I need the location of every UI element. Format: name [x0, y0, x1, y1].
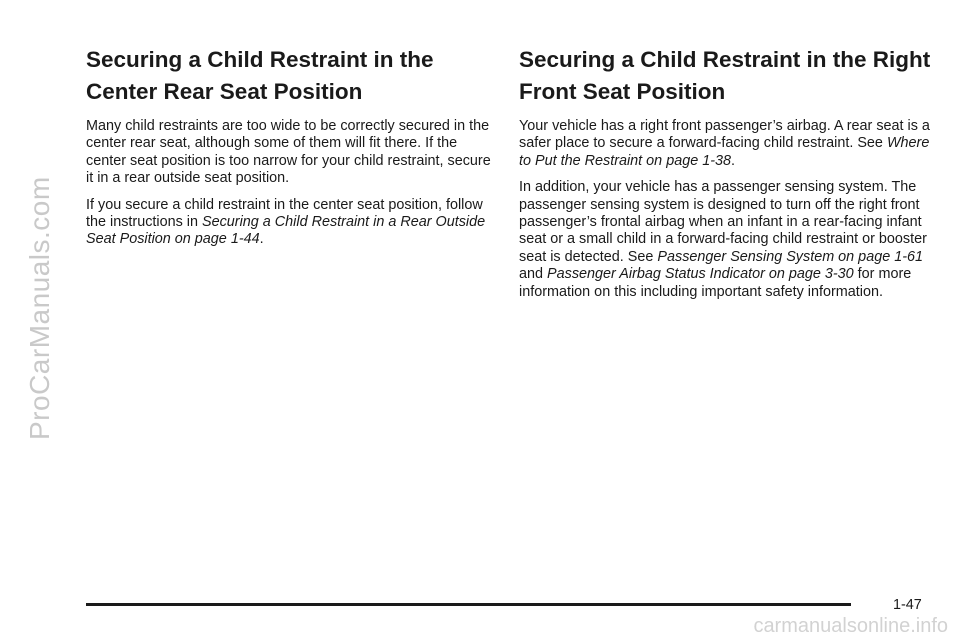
left-paragraph-2 — [86, 197, 496, 249]
right-paragraph-1 — [519, 118, 939, 170]
side-watermark: ProCarManuals.com — [24, 176, 55, 440]
right-paragraph-2-text: In addition, your vehicle has a passenger sensing system. The passenger sensing system is designed to turn off the right front passenger’s frontal airbag when an infant in a rear-facing infant seat or a small child in a forward-facing child restraint or booster seat is detected. See — [519, 179, 927, 265]
left-paragraph-1: Many child restraints are too wide to be correctly secured in the center rear seat, although some of them will fit there. If the center seat position is too narrow for your child restraint, secure it in a rear outside seat position. — [86, 118, 491, 187]
right-paragraph-2-end: for more information on this including important safety information. — [519, 266, 912, 300]
cross-reference-passenger-sensing-system[interactable]: Passenger Sensing System on page 1-61 — [657, 248, 924, 265]
cross-reference-airbag-status-indicator[interactable]: Passenger Airbag Status Indicator on page 3-30 — [547, 266, 854, 283]
left-paragraph-2-text: If you secure a child restraint in the center seat position, follow the instructions in — [86, 196, 483, 231]
right-paragraph-2-mid: and — [519, 266, 548, 283]
left-column — [86, 44, 496, 258]
cross-reference-rear-outside-seat[interactable]: Securing a Child Restraint in a Rear Outside Seat Position on page 1-44 — [86, 214, 486, 248]
left-section-heading: Securing a Child Restraint in the Center Rear Seat Position — [86, 47, 434, 104]
right-column — [519, 44, 939, 310]
right-section-heading: Securing a Child Restraint in the Right Front Seat Position — [519, 47, 931, 104]
bottom-watermark: carmanualsonline.info — [753, 615, 948, 637]
right-paragraph-1-end: . — [731, 152, 736, 169]
page-number: 1-47 — [893, 597, 922, 613]
footer-rule — [86, 603, 851, 606]
right-paragraph-2 — [519, 179, 939, 301]
right-paragraph-1-text: Your vehicle has a right front passenger’s airbag. A rear seat is a safer place to secure a forward-facing child restraint. See — [519, 118, 930, 152]
left-paragraph-2-end: . — [259, 231, 264, 248]
cross-reference-where-to-put-restraint[interactable]: Where to Put the Restraint on page 1-38 — [519, 135, 930, 169]
